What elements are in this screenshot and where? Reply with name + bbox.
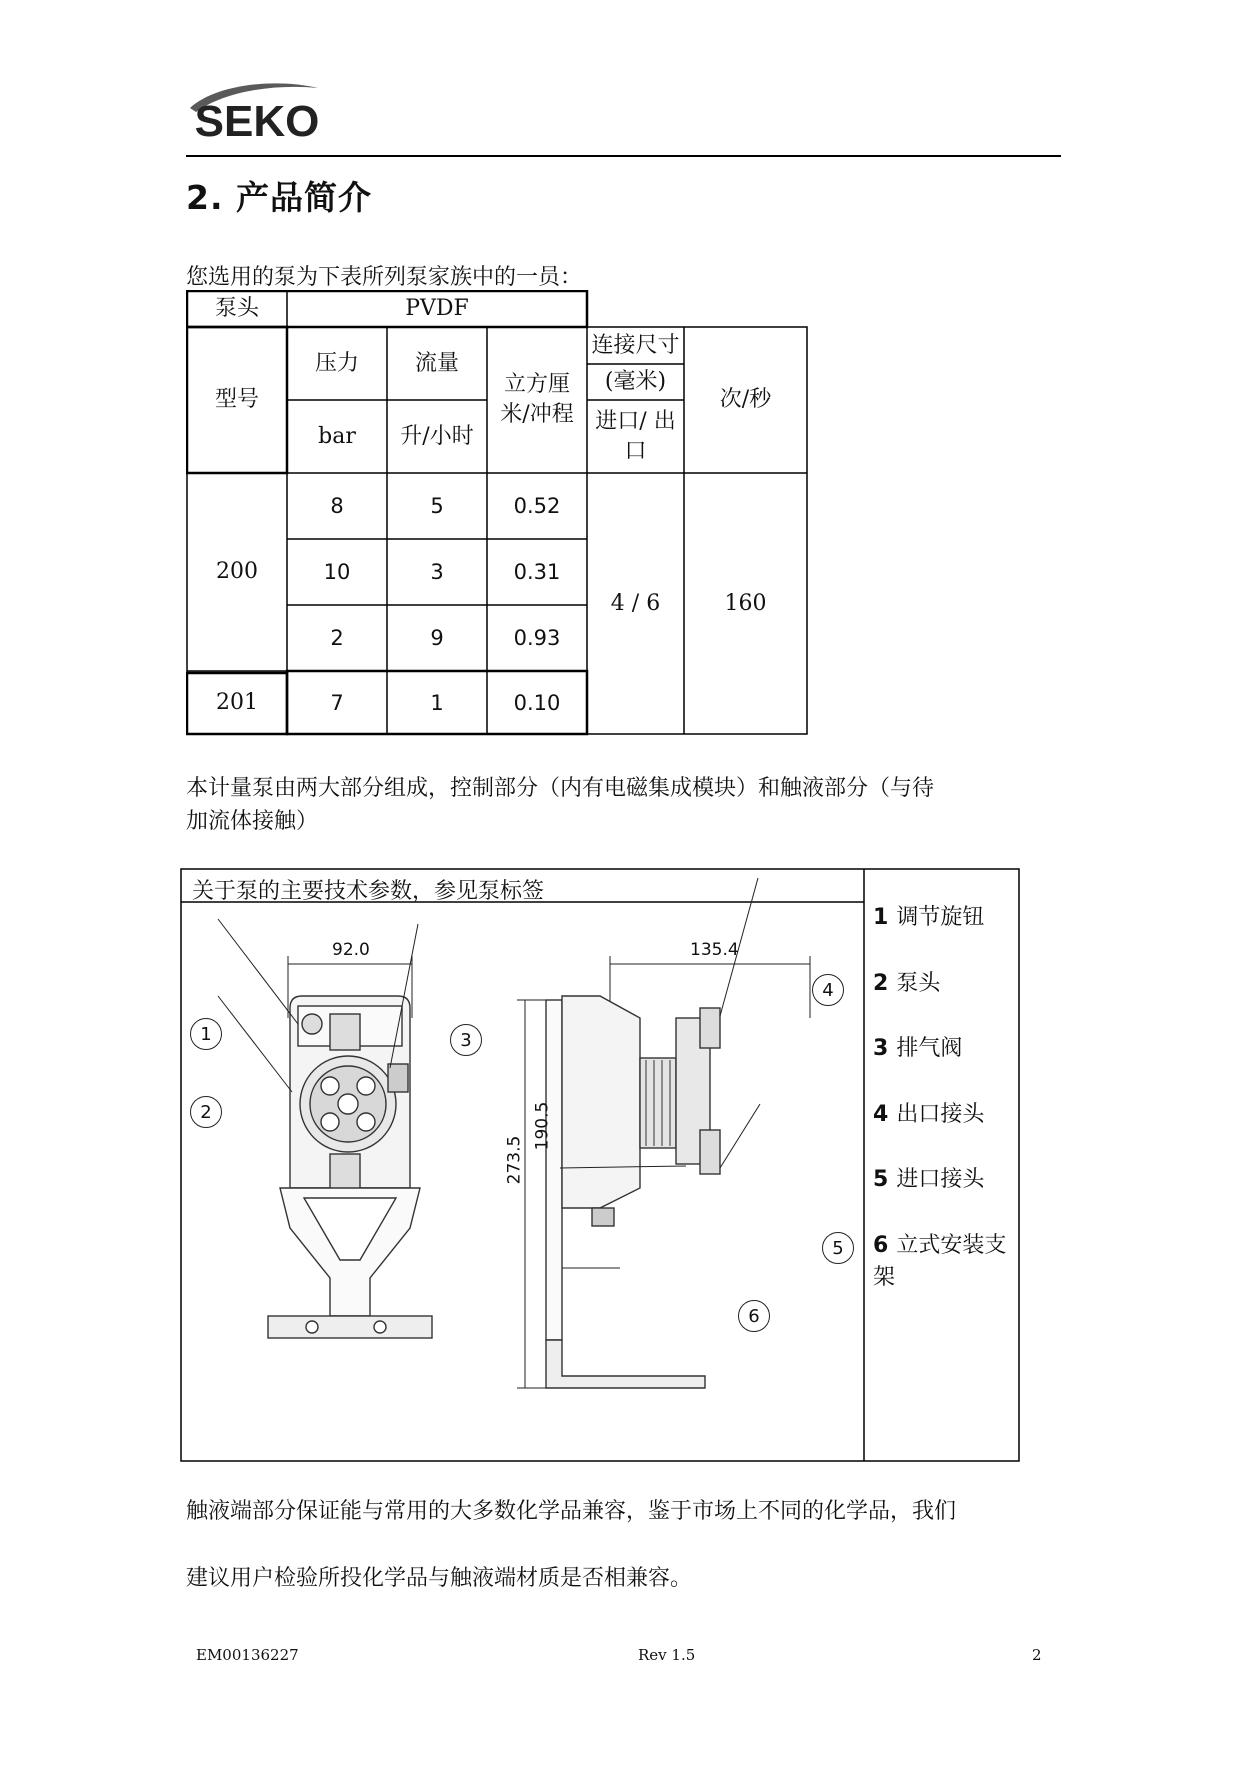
composition-paragraph xyxy=(186,772,1066,838)
callout-3: 3 xyxy=(450,1024,482,1056)
dim-width-side: 135.4 xyxy=(690,940,739,960)
intro-text: 您选用的泵为下表所列泵家族中的一员： xyxy=(186,265,583,290)
row3-flow: 9 xyxy=(430,626,444,650)
pump-side-view xyxy=(546,996,720,1388)
pump-front-view xyxy=(268,996,432,1338)
model-200: 200 xyxy=(216,559,258,584)
legend-item-2: 2 泵头 xyxy=(873,971,941,996)
row4-stroke: 0.10 xyxy=(513,690,561,715)
legend-item-3: 3 排气阀 xyxy=(873,1036,963,1061)
row2-pressure: 10 xyxy=(323,560,351,584)
callout-1: 1 xyxy=(190,1018,222,1050)
seko-logo xyxy=(186,78,328,144)
legend-item-6: 6 立式安装支架 xyxy=(873,1233,1007,1290)
dim-height-total: 273.5 xyxy=(504,1135,525,1185)
header-rule xyxy=(186,155,1061,157)
row2-stroke: 0.31 xyxy=(513,560,561,584)
row1-stroke: 0.52 xyxy=(513,494,561,518)
row1-flow: 5 xyxy=(430,494,444,518)
connection-inlet-outlet-line1: 进口/ 出 xyxy=(595,408,676,434)
compatibility-line-2: 建议用户检验所投化学品与触液端材质是否相兼容。 xyxy=(186,1566,693,1591)
connection-value: 4 / 6 xyxy=(610,590,661,616)
row4-flow: 1 xyxy=(430,690,444,715)
component-caption: 关于泵的主要技术参数，参见泵标签 xyxy=(192,879,545,904)
connection-label: 连接尺寸 xyxy=(591,332,680,358)
connection-inlet-outlet-line2: 口 xyxy=(624,438,647,464)
composition-line-2: 加流体接触） xyxy=(186,809,319,834)
spec-table xyxy=(186,290,810,736)
compatibility-line-1: 触液端部分保证能与常用的大多数化学品兼容，鉴于市场上不同的化学品，我们 xyxy=(186,1499,957,1524)
section-title: 2. 产品简介 xyxy=(186,178,372,217)
composition-line-1: 本计量泵由两大部分组成，控制部分（内有电磁集成模块）和触液部分（与待 xyxy=(186,776,935,801)
footer-revision: Rev 1.5 xyxy=(638,1646,696,1664)
footer-doc-id: EM00136227 xyxy=(196,1646,299,1664)
row1-pressure: 8 xyxy=(330,494,344,518)
model-201: 201 xyxy=(216,689,258,715)
row3-stroke: 0.93 xyxy=(513,626,561,650)
callout-6: 6 xyxy=(738,1300,770,1332)
callout-5: 5 xyxy=(822,1232,854,1264)
connection-unit: (毫米) xyxy=(604,369,667,394)
row4-pressure: 7 xyxy=(330,690,344,715)
legend-item-1: 1 调节旋钮 xyxy=(873,905,985,930)
dim-width-front: 92.0 xyxy=(332,940,370,960)
footer-page-number: 2 xyxy=(1032,1646,1042,1664)
stroke-volume-label-line1: 立方厘 xyxy=(503,372,570,397)
frequency-label: 次/秒 xyxy=(719,387,772,412)
pressure-unit: bar xyxy=(318,423,356,449)
flow-unit: 升/小时 xyxy=(400,423,474,449)
stroke-volume-label-line2: 米/冲程 xyxy=(500,402,574,427)
pump-head-label: 泵头 xyxy=(214,296,259,321)
callout-2: 2 xyxy=(190,1096,222,1128)
connection-inlet-outlet xyxy=(587,400,684,473)
pump-head-material: PVDF xyxy=(405,296,469,321)
legend-item-5: 5 进口接头 xyxy=(873,1167,985,1192)
frequency-value: 160 xyxy=(724,590,767,616)
stroke-volume-label xyxy=(487,327,587,473)
callout-4: 4 xyxy=(812,974,844,1006)
flow-label: 流量 xyxy=(414,350,459,376)
model-label: 型号 xyxy=(214,387,259,412)
row2-flow: 3 xyxy=(430,560,444,584)
dim-height-mount: 190.5 xyxy=(532,1101,553,1151)
svg-text:SEKO: SEKO xyxy=(194,97,320,144)
legend-item-4: 4 出口接头 xyxy=(873,1102,985,1127)
row3-pressure: 2 xyxy=(330,626,344,650)
pressure-label: 压力 xyxy=(314,350,359,376)
